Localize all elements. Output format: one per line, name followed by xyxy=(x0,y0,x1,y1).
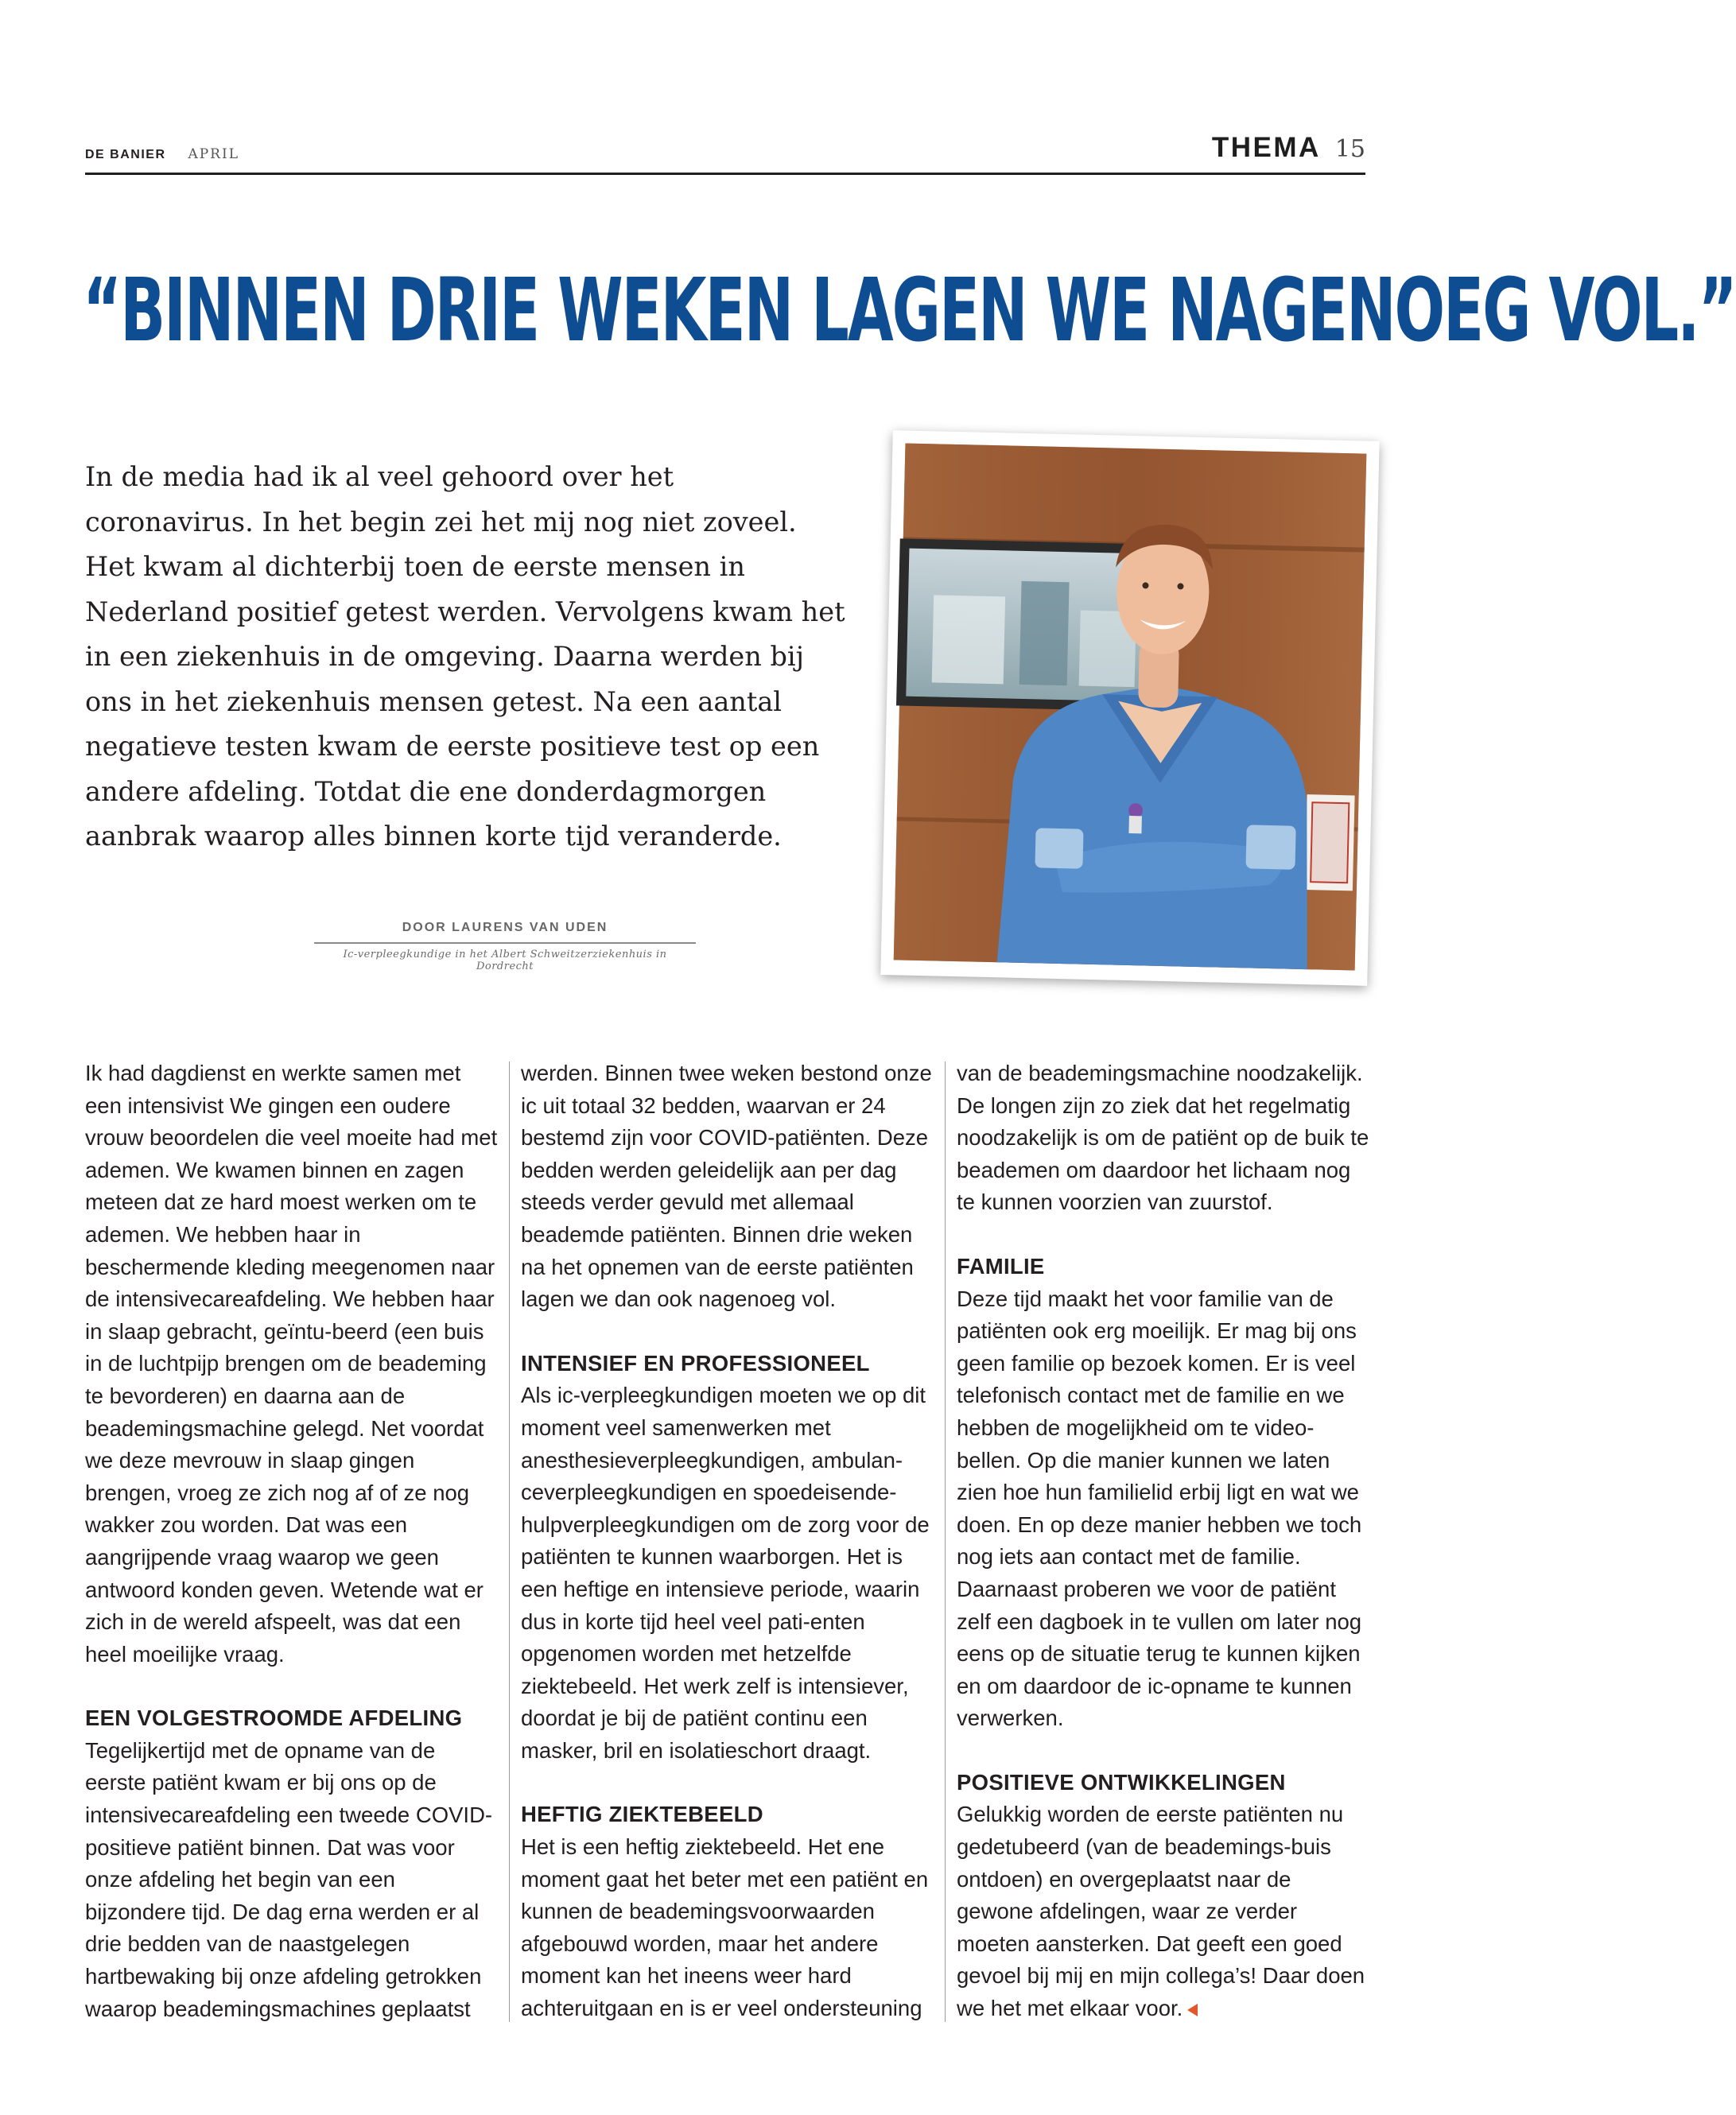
header-rule xyxy=(85,173,1365,175)
column-2 xyxy=(521,1058,934,2025)
subheading: POSITIEVE ONTWIKKELINGEN xyxy=(957,1769,1286,1795)
paragraph: Tegelijkertijd met de opname van de eerste patiënt kwam er bij ons op de intensivecareafdeling een tweede COVID-positieve patiënt binnen. Dat was voor onze afdeling het begin van een bijzondere tijd. De dag erna werden er al drie bedden van de naastgelegen hartbewaking bij onze afdeling getrokken waarop beademingsmachines geplaatst xyxy=(85,1737,493,2021)
subheading: FAMILIE xyxy=(957,1253,1045,1279)
column-3 xyxy=(957,1058,1370,2025)
author-role: Ic-verpleegkundige in het Albert Schweitzerziekenhuis in Dordrecht xyxy=(343,949,667,972)
byline xyxy=(314,921,696,972)
headline: “BINNEN DRIE WEKEN LAGEN WE NAGENOEG VOL.” xyxy=(83,259,1736,361)
paragraph: Het is een heftig ziektebeeld. Het ene moment gaat het beter met een patiënt en kunnen de beademingsvoorwaarden afgebouwd worden, maar het andere moment kan het ineens weer hard achteruitgaan en is er veel ondersteuning xyxy=(521,1834,929,2021)
publication-name: DE BANIER xyxy=(85,148,166,161)
paragraph: werden. Binnen twee weken bestond onze ic uit totaal 32 bedden, waarvan er 24 bestemd zijn voor COVID-patiënten. Deze bedden werden geleidelijk aan per dag steeds verder gevuld met allemaal beademde patiënten. Binnen drie weken na het opnemen van de eerste patiënten lagen we dan ook nagenoeg vol. xyxy=(521,1061,932,1312)
subheading: INTENSIEF EN PROFESSIONEEL xyxy=(521,1350,870,1376)
author: DOOR LAURENS VAN UDEN xyxy=(402,921,608,934)
photo-image xyxy=(894,444,1367,971)
paragraph: Ik had dagdienst en werkte samen met een intensivist We gingen een oudere vrouw beoordelen die veel moeite had met ademen. We kwamen binnen en zagen meteen dat ze hard moest werken om te ademen. We hebben haar in beschermende kleding meegenomen naar de intensivecareafdeling. We hebben haar in slaap gebracht, geïntu-beerd (een buis in de luchtpijp brengen om de beademing te bevorderen) en daarna aan de beademingsmachine gelegd. Net voordat we deze mevrouw in slaap gingen brengen, vroeg ze zich nog af of ze nog wakker zou worden. Dat was een aangrijpende vraag waarop we geen antwoord konden geven. Wetende wat er zich in de wereld afspeelt, was dat een heel moeilijke vraag. xyxy=(85,1061,498,1667)
paragraph: van de beademingsmachine noodzakelijk. De longen zijn zo ziek dat het regelmatig noodzakelijk is om de patiënt op de buik te beademen om daardoor het lichaam nog te kunnen voorzien van zuurstof. xyxy=(957,1061,1369,1215)
column-divider xyxy=(509,1061,510,2022)
end-mark-icon xyxy=(1187,2004,1198,2016)
page-number: 15 xyxy=(1334,135,1365,163)
byline-rule xyxy=(314,942,696,944)
intro-paragraph: In de media had ik al veel gehoord over het coronavirus. In het begin zei het mij nog niet zoveel. Het kwam al dichterbij toen de eerste mensen in Nederland positief getest werden. Vervolgens kwam het in een ziekenhuis in de omgeving. Daarna werden bij ons in het ziekenhuis mensen getest. Na een aantal negatieve testen kwam de eerste positieve test op een andere afdeling. Totdat die ene donderdagmorgen aanbrak waarop alles binnen korte tijd veranderde. xyxy=(85,461,845,852)
issue-month: APRIL xyxy=(188,146,239,162)
section-name: THEMA xyxy=(1211,132,1321,163)
column-divider xyxy=(945,1061,946,2022)
paragraph xyxy=(957,1799,1370,2024)
column-1 xyxy=(85,1058,499,2025)
running-header xyxy=(85,146,239,162)
final-paragraph-text: Gelukkig worden de eerste patiënten nu gedetubeerd (van de beademings-buis ontdoen) en overgeplaatst naar de gewone afdelingen, waar ze verder moeten aansterken. Dat geeft een goed gevoel bij mij en mijn collega’s! Daar doen we het met elkaar voor. xyxy=(957,1802,1365,2021)
subheading: EEN VOLGESTROOMDE AFDELING xyxy=(85,1706,463,1731)
paragraph: Deze tijd maakt het voor familie van de patiënten ook erg moeilijk. Er mag bij ons geen familie op bezoek komen. Er is veel telefonisch contact met de familie en we hebben de mogelijkheid om te video-bellen. Op die manier kunnen we laten zien hoe hun familielid erbij ligt en wat we doen. En op deze manier hebben we toch nog iets aan contact met de familie. Daarnaast proberen we voor de patiënt zelf een dagboek in te vullen om later nog eens op de situatie terug te kunnen kijken en om daardoor de ic-opname te kunnen verwerken. xyxy=(957,1286,1362,1731)
nurse-photo xyxy=(880,430,1379,986)
subheading: HEFTIG ZIEKTEBEELD xyxy=(521,1802,763,1827)
paragraph: Als ic-verpleegkundigen moeten we op dit moment veel samenwerken met anesthesieverpleegkundigen, ambulan-ceverpleegkundigen en spoedeisende-hulpverpleegkundigen om de zorg voor de patiënten te kunnen waarborgen. Het is een heftige en intensieve periode, waarin dus in korte tijd heel veel pati-enten opgenomen worden met hetzelfde ziektebeeld. Het werk zelf is intensiever, doordat je bij de patiënt continu een masker, bril en isolatieschort draagt. xyxy=(521,1383,930,1763)
section-label xyxy=(1212,132,1365,164)
